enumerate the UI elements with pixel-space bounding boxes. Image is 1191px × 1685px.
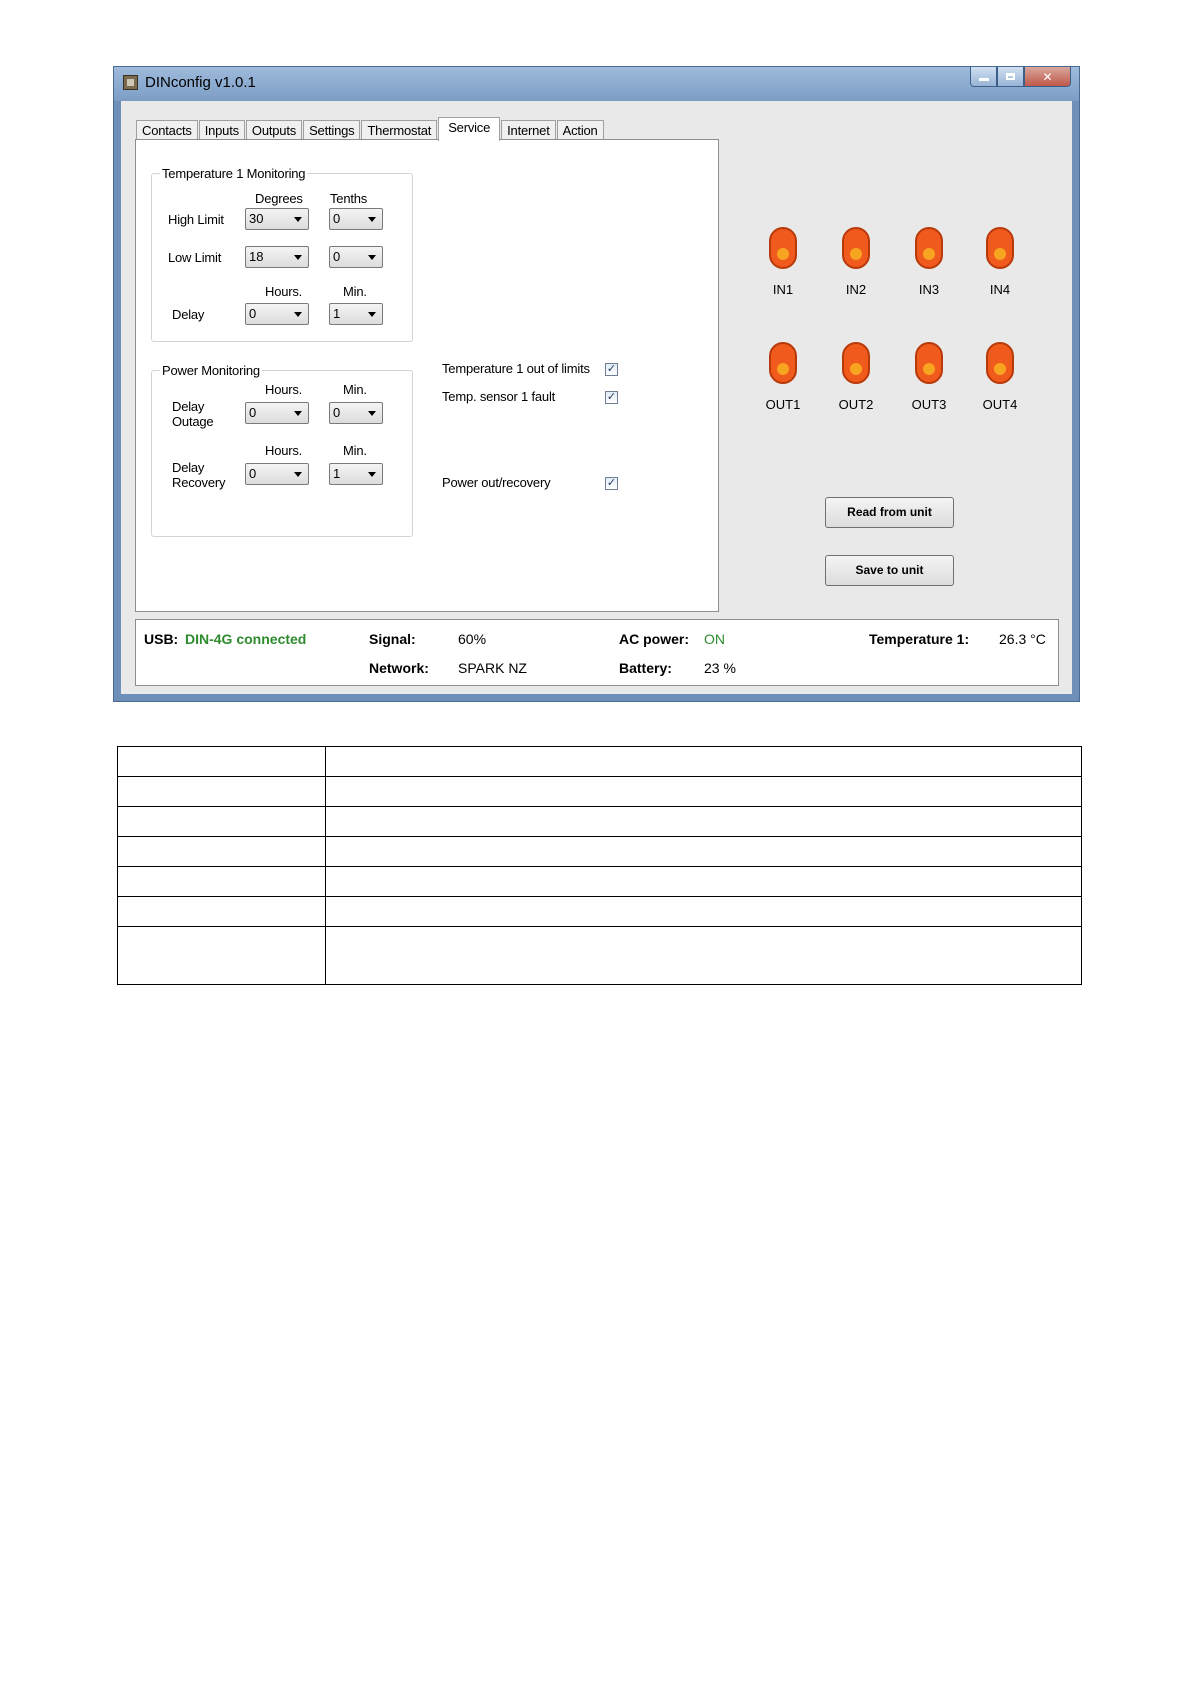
read-from-unit-button[interactable]: Read from unit	[825, 497, 954, 528]
alert-temp-out-of-limits-label: Temperature 1 out of limits	[442, 361, 590, 376]
minimize-icon	[979, 78, 989, 81]
table-cell	[326, 867, 1082, 897]
high-limit-degrees-select[interactable]: 30	[245, 208, 309, 230]
table-cell	[118, 927, 326, 985]
recovery-hours-select[interactable]: 0	[245, 463, 309, 485]
maximize-icon	[1006, 73, 1015, 80]
battery-label: Battery:	[619, 660, 672, 676]
outage-min-select[interactable]: 0	[329, 402, 383, 424]
group-title: Power Monitoring	[162, 363, 260, 378]
table-row	[118, 747, 1082, 777]
degrees-header: Degrees	[255, 191, 303, 206]
table-row	[118, 777, 1082, 807]
usb-status: DIN-4G connected	[185, 631, 307, 647]
table-cell	[326, 897, 1082, 927]
table-cell	[326, 807, 1082, 837]
table-cell	[326, 777, 1082, 807]
tab-action[interactable]: Action	[557, 120, 604, 140]
dropdown-arrow-icon	[368, 472, 376, 477]
led-in2-label: IN2	[845, 282, 867, 297]
led-out2-icon	[842, 342, 870, 384]
led-out4-label: OUT4	[982, 397, 1018, 412]
tenths-header: Tenths	[330, 191, 368, 206]
close-icon: ✕	[1042, 69, 1053, 84]
network-value: SPARK NZ	[458, 660, 527, 676]
table-cell	[118, 747, 326, 777]
app-icon	[123, 75, 138, 90]
table-row	[118, 807, 1082, 837]
alert-power-checkbox[interactable]: ✓	[606, 477, 617, 489]
dropdown-arrow-icon	[368, 411, 376, 416]
signal-value: 60%	[458, 631, 487, 647]
table-row	[118, 837, 1082, 867]
low-limit-tenths-select[interactable]: 0	[329, 246, 383, 268]
table-cell	[326, 747, 1082, 777]
status-bar	[135, 619, 1059, 686]
tab-contacts[interactable]: Contacts	[136, 120, 198, 140]
alert-sensor-fault-checkbox[interactable]: ✓	[606, 391, 617, 403]
outage-hours-select[interactable]: 0	[245, 402, 309, 424]
save-to-unit-button[interactable]: Save to unit	[825, 555, 954, 586]
battery-value: 23 %	[704, 660, 736, 676]
power-monitoring-group	[151, 363, 413, 537]
temperature-label: Temperature 1:	[869, 631, 970, 647]
dropdown-arrow-icon	[294, 312, 302, 317]
tab-settings[interactable]: Settings	[303, 120, 360, 140]
led-in1-icon	[769, 227, 797, 269]
window-controls	[970, 67, 1071, 89]
ac-power-label: AC power:	[619, 631, 689, 647]
window-title: DINconfig v1.0.1	[145, 74, 256, 91]
tab-inputs[interactable]: Inputs	[199, 120, 245, 140]
tab-internet[interactable]: Internet	[501, 120, 556, 140]
led-in4-label: IN4	[989, 282, 1011, 297]
table-row	[118, 867, 1082, 897]
min-header: Min.	[343, 443, 367, 458]
led-in1-label: IN1	[772, 282, 794, 297]
signal-label: Signal:	[369, 631, 416, 647]
table-cell	[118, 897, 326, 927]
table-row	[118, 927, 1082, 985]
service-tab-panel	[135, 139, 719, 612]
dropdown-arrow-icon	[294, 472, 302, 477]
tab-outputs[interactable]: Outputs	[246, 120, 302, 140]
high-limit-label: High Limit	[168, 212, 224, 227]
table-cell	[118, 807, 326, 837]
dropdown-arrow-icon	[368, 312, 376, 317]
led-out2-label: OUT2	[838, 397, 874, 412]
group-title: Temperature 1 Monitoring	[162, 166, 306, 181]
dropdown-arrow-icon	[368, 255, 376, 260]
delay-outage-label: Delay Outage	[172, 399, 214, 429]
usb-label: USB:	[144, 631, 179, 647]
client-area	[121, 101, 1072, 694]
hours-header: Hours.	[265, 382, 303, 397]
title-bar[interactable]	[114, 67, 1079, 101]
temperature-monitoring-group	[151, 166, 413, 342]
alert-power-label: Power out/recovery	[442, 475, 551, 490]
dropdown-arrow-icon	[294, 255, 302, 260]
table-cell	[326, 837, 1082, 867]
led-out1-icon	[769, 342, 797, 384]
dropdown-arrow-icon	[368, 217, 376, 222]
hours-header: Hours.	[265, 284, 303, 299]
delay-min-select[interactable]: 1	[329, 303, 383, 325]
delay-recovery-label: Delay Recovery	[172, 460, 226, 490]
table-cell	[118, 867, 326, 897]
maximize-button[interactable]	[997, 67, 1024, 87]
network-label: Network:	[369, 660, 429, 676]
tab-strip	[136, 118, 605, 140]
tab-thermostat[interactable]: Thermostat	[361, 120, 437, 140]
led-out4-icon	[986, 342, 1014, 384]
min-header: Min.	[343, 284, 367, 299]
delay-label: Delay	[172, 307, 205, 322]
tab-service[interactable]: Service	[438, 117, 500, 141]
recovery-min-select[interactable]: 1	[329, 463, 383, 485]
minimize-button[interactable]	[970, 67, 997, 87]
table-cell	[326, 927, 1082, 985]
low-limit-degrees-select[interactable]: 18	[245, 246, 309, 268]
high-limit-tenths-select[interactable]: 0	[329, 208, 383, 230]
close-button[interactable]	[1024, 67, 1071, 87]
app-window	[113, 66, 1080, 702]
low-limit-label: Low Limit	[168, 250, 222, 265]
temperature-value: 26.3 °C	[999, 631, 1046, 647]
alert-temp-out-of-limits-checkbox[interactable]: ✓	[606, 363, 617, 375]
led-out3-label: OUT3	[911, 397, 947, 412]
led-out1-label: OUT1	[765, 397, 801, 412]
alert-sensor-fault-label: Temp. sensor 1 fault	[442, 389, 556, 404]
hours-header: Hours.	[265, 443, 303, 458]
table-cell	[118, 837, 326, 867]
empty-table	[117, 746, 1082, 985]
led-in4-icon	[986, 227, 1014, 269]
led-in3-label: IN3	[918, 282, 940, 297]
dropdown-arrow-icon	[294, 217, 302, 222]
led-in3-icon	[915, 227, 943, 269]
dropdown-arrow-icon	[294, 411, 302, 416]
led-in2-icon	[842, 227, 870, 269]
led-out3-icon	[915, 342, 943, 384]
min-header: Min.	[343, 382, 367, 397]
ac-power-value: ON	[704, 631, 725, 647]
delay-hours-select[interactable]: 0	[245, 303, 309, 325]
table-row	[118, 897, 1082, 927]
table-cell	[118, 777, 326, 807]
